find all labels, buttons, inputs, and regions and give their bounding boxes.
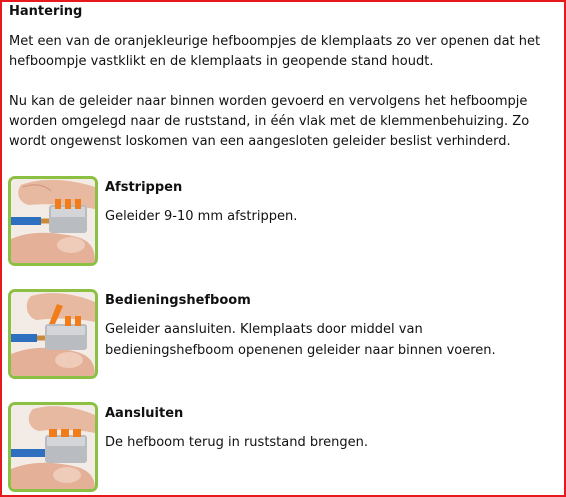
step-text: Geleider aansluiten. Klemplaats door middel van bedieningshefboom openenen geleider naar binnen voeren.: [105, 322, 496, 358]
lever-open-connector-photo: [8, 289, 98, 379]
step-title: Aansluiten: [105, 406, 184, 421]
intro-paragraph-2: Nu kan de geleider naar binnen worden gevoerd en vervolgens het hefboompje worden omgelegd naar de ruststand, in één vlak met de klemmenbehuizing. Zo wordt ongewenst loskomen van een aangesloten geleider beslist verhinderd.: [9, 94, 530, 149]
section-heading: Hantering: [9, 4, 83, 19]
intro-paragraph-1: Met een van de oranjekleurige hefboompjes de klemplaats zo ver openen dat het hefboompje vastklikt en de klemplaats in geopende stand houdt.: [9, 34, 541, 69]
step-bedieningshefboom: [8, 289, 558, 379]
step-afstrippen: [8, 176, 558, 266]
step-title: Afstrippen: [105, 180, 183, 195]
stripped-wire-connector-photo: [8, 176, 98, 266]
step-title: Bedieningshefboom: [105, 293, 251, 308]
step-text: Geleider 9-10 mm afstrippen.: [105, 209, 298, 224]
lever-closed-connector-photo: [8, 402, 98, 492]
step-text: De hefboom terug in ruststand brengen.: [105, 435, 369, 450]
step-aansluiten: [8, 402, 558, 492]
